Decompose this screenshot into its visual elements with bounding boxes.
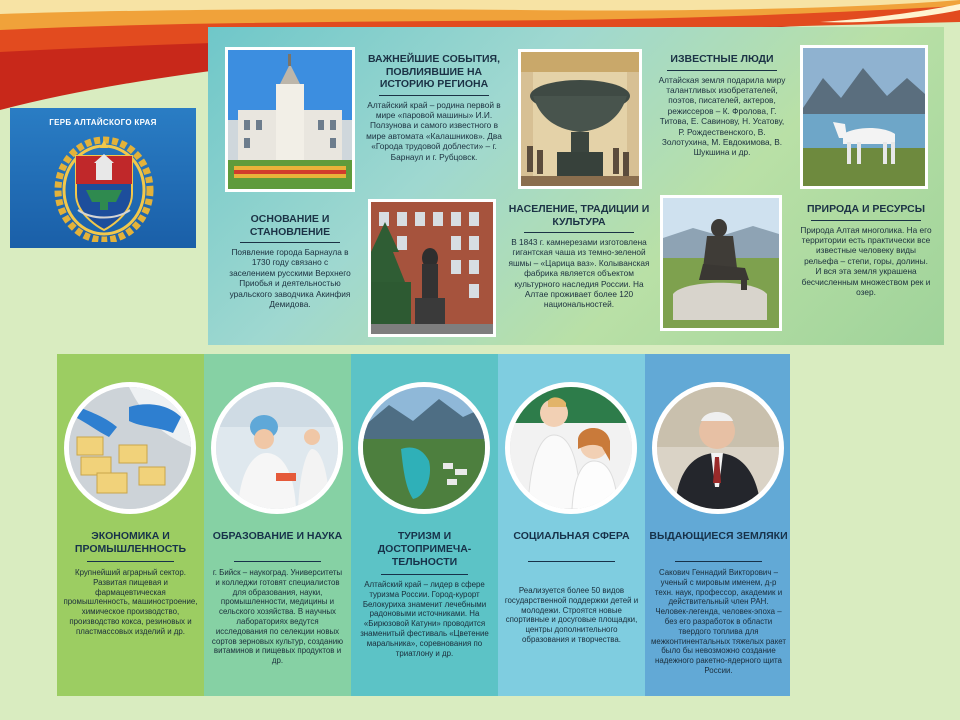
- events-divider: [379, 95, 489, 96]
- nature-text: Природа Алтая многолика. На его территории есть практически все известные человеку виды рельефа – степи, горы, долины. И вся эта земля украшена бесчисленным множеством рек и озер.: [800, 224, 932, 297]
- population-text: В 1843 г. камнерезами изготовлена гигантская чаша из темно-зеленой яшмы – «Царица ваз». Колыванская фабрика является объектом культурного наследия России. На Алтае проживает более 120 национальностей.: [508, 237, 650, 310]
- economy-divider: [87, 561, 174, 562]
- people-text: Алтайская земля подарила миру талантливых изобретателей, поэтов, писателей, актеров, режиссеров – К. Фролова, Г. Титова, Е. Савинову, Н. Усатову, Р. Рождественского, В. Золотухина, М. Евдокимова, В. Шукшина и др.: [658, 74, 786, 158]
- population-block: [508, 203, 650, 310]
- notable-people-title: ВЫДАЮЩИЕСЯ ЗЕМЛЯКИ: [649, 530, 788, 542]
- social-divider: [528, 561, 615, 562]
- founding-title: ОСНОВАНИЕ И СТАНОВЛЕНИЕ: [249, 213, 331, 238]
- social-photo: [505, 382, 637, 514]
- events-title: ВАЖНЕЙШИЕ СОБЫТИЯ, ПОВЛИЯВШИЕ НА ИСТОРИЮ РЕГИОНА: [367, 53, 501, 90]
- notable-people-text: Сакович Геннадий Викторович – ученый с мировым именем, д-р техн. наук, профессор, академик и действительный член РАН. Человек-легенда, человек-эпоха – без его разработок в области твердого топлива для межконтинентальных тяжелых ракет было бы невозможно создание надежного ракетно-ядерного щита России.: [651, 568, 786, 675]
- events-block: [365, 53, 503, 162]
- sector-notable-people: [645, 354, 790, 696]
- coat-of-arms-title: ГЕРБ АЛТАЙСКОГО КРАЯ: [49, 118, 157, 127]
- social-text: Реализуется более 50 видов государственной поддержки детей и молодежи. Строятся новые спортивные и досуговые площадки, центры дополнительного образования и творчества.: [504, 586, 639, 644]
- sector-social: [498, 354, 645, 696]
- history-banner: [208, 27, 944, 345]
- education-text: г. Бийск – наукоград. Университеты и колледжи готовят специалистов для образования, науки, промышленности, медицины и сельского хозяйства. В научных лабораториях ведутся исследования по селекции новых сортов зерновых культур, созданию витаминов и пищевых продуктов и др.: [211, 568, 344, 666]
- tourism-photo: [358, 382, 490, 514]
- population-divider: [524, 232, 634, 233]
- nature-block: [800, 203, 932, 297]
- nature-divider: [811, 220, 921, 221]
- notable-person-photo: [652, 382, 784, 514]
- tourism-title: ТУРИЗМ И ДОСТОПРИМЕЧА-ТЕЛЬНОСТИ: [377, 530, 472, 568]
- tourism-text: Алтайский край – лидер в сфере туризма России. Город-курорт Белокуриха знаменит лечебными радоновыми источниками. На «Бирюзовой Катуни» проводится знаменитый фестиваль «Цветение маральника», соревнования по триатлону и др.: [360, 580, 489, 658]
- founding-block: [228, 213, 352, 309]
- social-title: СОЦИАЛЬНАЯ СФЕРА: [513, 530, 630, 542]
- education-title: ОБРАЗОВАНИЕ И НАУКА: [212, 530, 343, 542]
- events-text: Алтайский край – родина первой в мире «паровой машины» И.И. Ползунова и самого известного в мире автомата «Калашников». Два «Города трудовой доблести» – г. Барнаул и г. Рубцовск.: [366, 99, 502, 162]
- regional-sectors-panel: [57, 354, 790, 696]
- people-title: ИЗВЕСТНЫЕ ЛЮДИ: [670, 53, 774, 65]
- people-divider: [667, 70, 777, 71]
- sector-education: [204, 354, 351, 696]
- monument-building-photo: [368, 199, 496, 337]
- people-block: [656, 53, 788, 158]
- shukshin-monument-photo: [660, 195, 782, 331]
- nature-title: ПРИРОДА И РЕСУРСЫ: [806, 203, 926, 215]
- founding-text: Появление города Барнаула в 1730 году связано с заселением русскими Верхнего Приобья и деятельностью уральского заводчика Акинфия Демидова.: [229, 247, 351, 310]
- economy-text: Крупнейший аграрный сектор. Развитая пищевая и фармацевтическая промышленность, машиностроение, химическое производство, производство кокса, резиновых и пластмассовых изделий и др.: [63, 568, 198, 636]
- coat-of-arms-card: [10, 108, 196, 248]
- notable-people-divider: [675, 561, 762, 562]
- tourism-divider: [381, 574, 468, 575]
- sector-economy: [57, 354, 204, 696]
- nature-horse-photo: [800, 45, 928, 189]
- education-divider: [234, 561, 321, 562]
- economy-photo: [64, 382, 196, 514]
- economy-title: ЭКОНОМИКА И ПРОМЫШЛЕННОСТЬ: [74, 530, 187, 555]
- sector-tourism: [351, 354, 498, 696]
- vase-hall-photo: [518, 49, 642, 189]
- founding-divider: [240, 242, 340, 243]
- population-title: НАСЕЛЕНИЕ, ТРАДИЦИИ И КУЛЬТУРА: [508, 203, 650, 228]
- coat-of-arms-icon: [52, 132, 156, 242]
- barnaul-building-photo: [225, 47, 355, 192]
- education-photo: [211, 382, 343, 514]
